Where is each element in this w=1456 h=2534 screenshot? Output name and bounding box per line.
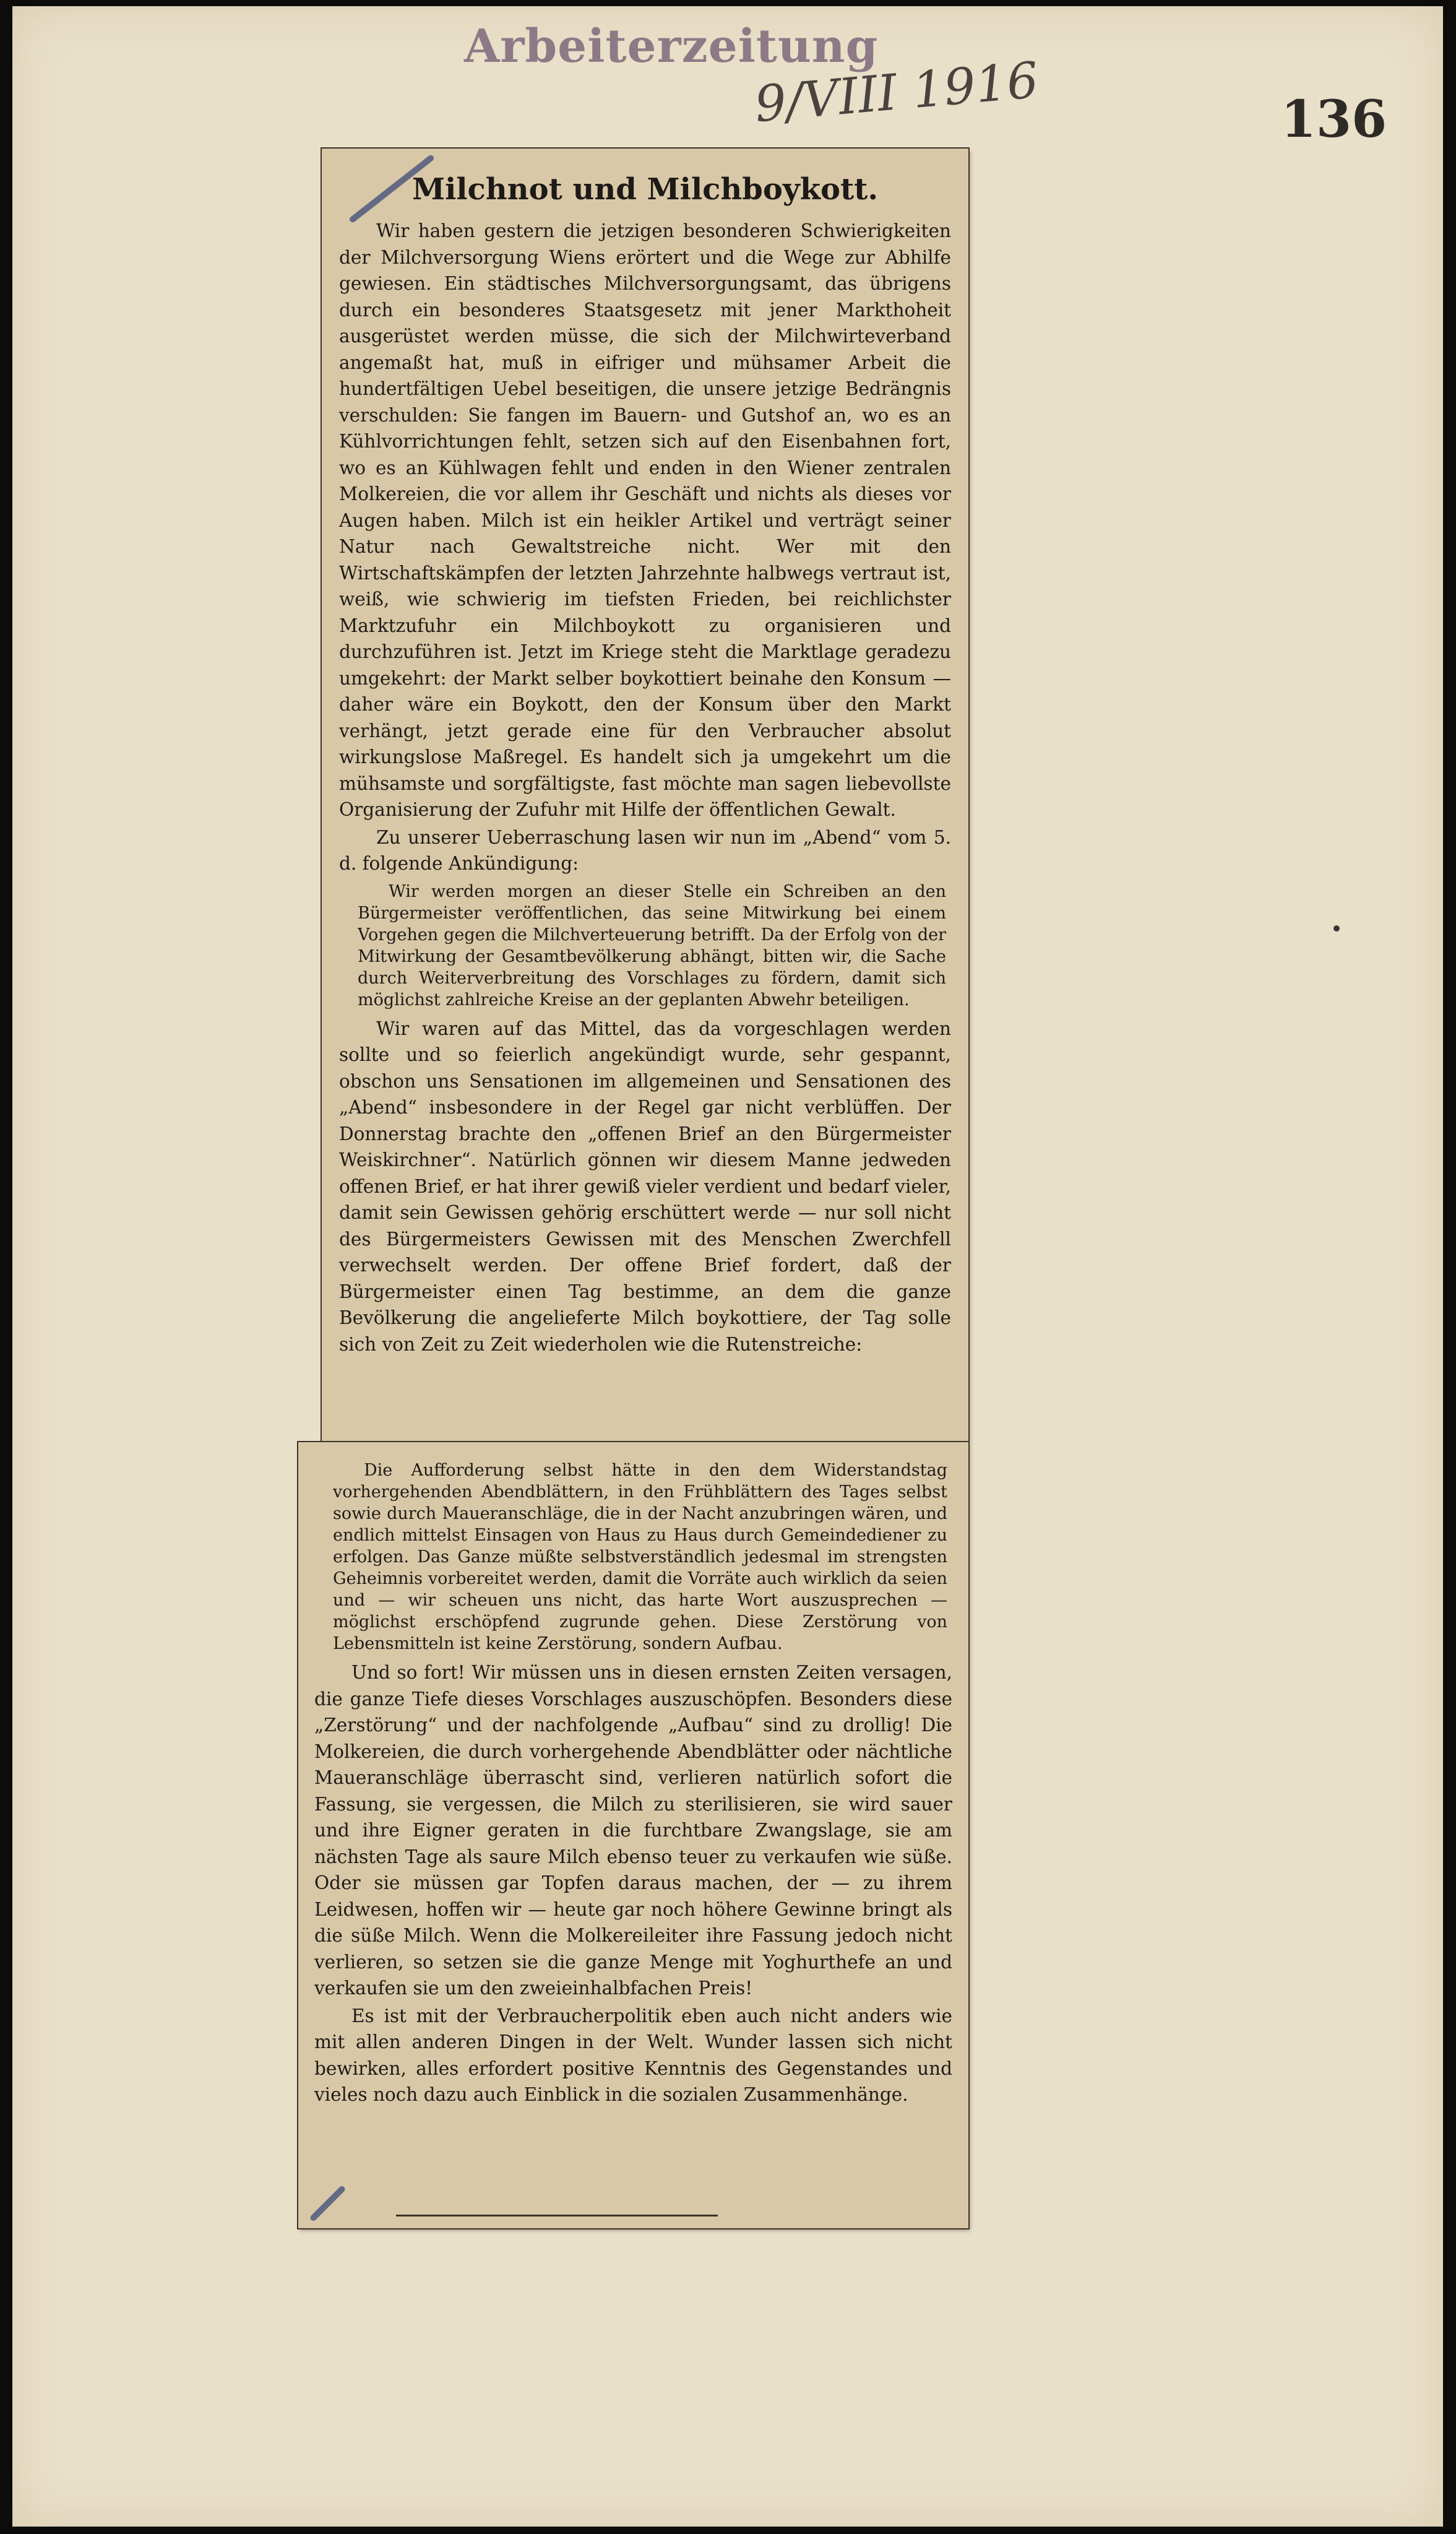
article-quote-2: Die Aufforderung selbst hätte in den dem Widerstandstag vorhergehenden Abendblättern, in den Frühblättern des Tages selbst sowie durch Maueranschläge, die in der Nacht anzubringen wären, und endlich mittelst Einsagen von Haus zu Haus durch Gemeindediener zu erfolgen. Das Ganze müßte selbstverständlich jedesmal im strengsten Geheimnis vorbereitet werden, damit die Vorräte auch wirklich da seien und — wir scheuen uns nicht, das harte Wort auszusprechen — möglichst erschöpfend zugrunde gehen. Diese Zerstörung von Lebensmitteln ist keine Zerstörung, sondern Aufbau. [333, 1461, 947, 1653]
article-headline: Milchnot und Milchboykott. [411, 172, 879, 207]
clipping-part-2 [298, 1442, 968, 2228]
article-paragraph-1: Wir haben gestern die jetzigen besonderen Schwierigkeiten der Milchversorgung Wiens erörtert und die Wege zur Abhilfe gewiesen. Ein städtisches Milchversorgungsamt, das übrigens durch ein besonderes Staatsgesetz mit jener Markthoheit ausgerüstet werden müsse, die sich der Milchwirteverband angemaßt hat, muß in eifriger und mühsamer Arbeit die hundertfältigen Uebel beseitigen, die unsere jetzige Bedrängnis verschulden: Sie fangen im Bauern- und Gutshof an, wo es an Kühlvorrichtungen fehlt, setzen sich auf den Eisenbahnen fort, wo es an Kühlwagen fehlt und enden in den Wiener zentralen Molkereien, die vor allem ihr Geschäft und nichts als dieses vor Augen haben. Milch ist ein heikler Artikel und verträgt seiner Natur nach Gewaltstreiche nicht. Wer mit den Wirtschaftskämpfen der letzten Jahrzehnte halbwegs vertraut ist, weiß, wie schwierig im tiefsten Frieden, bei reichlichster Marktzufuhr ein Milchboykott zu organisieren und durchzuführen ist. Jetzt im Kriege steht die Marktlage geradezu umgekehrt: der Markt selber boykottiert beinahe den Konsum — daher wäre ein Boykott, den der Konsum über den Markt verhängt, jetzt gerade eine für den Verbraucher absolut wirkungslose Maßregel. Es handelt sich ja umgekehrt um die mühsamste und sorgfältigste, fast möchte man sagen liebevollste Organisierung der Zufuhr mit Hilfe der öffentlichen Gewalt. [339, 220, 951, 820]
newspaper-stamp: Arbeiterzeitung [464, 20, 879, 73]
article-paragraph-4: Und so fort! Wir müssen uns in diesen ernsten Zeiten versagen, die ganze Tiefe dieses Vorschlages auszuschöpfen. Besonders diese „Zerstörung“ und der nachfolgende „Aufbau“ sind zu drollig! Die Molkereien, die durch vorhergehende Abendblätter oder nächtliche Maueranschläge überrascht sind, verlieren natürlich sofort die Fassung, sie vergessen, die Milch zu sterilisieren, sie wird sauer und ihre Eigner geraten in die furchtbare Zwangslage, sie am nächsten Tage als saure Milch ebenso teuer zu verkaufen wie süße. Oder sie müssen gar Topfen daraus machen, der — zu ihrem Leidwesen, hoffen wir — heute gar noch höhere Gewinne bringt als die süße Milch. Wenn die Molkereileiter ihre Fassung jedoch nicht verlieren, so setzen sie die ganze Menge mit Yoghurthefe an und verkaufen sie um den zweieinhalbfachen Preis! [314, 1662, 952, 1999]
handwritten-date: 9/VIII 1916 [752, 51, 1041, 134]
article-paragraph-3: Wir waren auf das Mittel, das da vorgeschlagen werden sollte und so feierlich angekündigt wurde, sehr gespannt, obschon uns Sensationen im allgemeinen und Sensationen des „Abend“ insbesondere in der Regel gar nicht verblüffen. Der Donnerstag brachte den „offenen Brief an den Bürgermeister Weiskirchner“. Natürlich gönnen wir diesem Manne jedweden offenen Brief, er hat ihrer gewiß vieler verdient und bedarf vieler, damit sein Gewissen gehörig erschüttert werde — nur soll nicht des Bürgermeisters Gewissen mit des Menschen Zwerchfell verwechselt werden. Der offene Brief fordert, daß der Bürgermeister einen Tag bestimme, an dem die ganze Bevölkerung die angelieferte Milch boykottiere, der Tag solle sich von Zeit zu Zeit wiederholen wie die Rutenstreiche: [339, 1018, 951, 1355]
article-paragraph-5: Es ist mit der Verbraucherpolitik eben auch nicht anders wie mit allen anderen Dingen in der Welt. Wunder lassen sich nicht bewirken, alles erfordert positive Kenntnis des Gegenstandes und vieles noch dazu auch Einblick in die sozialen Zusammenhänge. [314, 2005, 952, 2105]
article-paragraph-2: Zu unserer Ueberraschung lasen wir nun im „Abend“ vom 5. d. folgende Ankündigung: [339, 826, 951, 874]
clipping-part-1 [322, 149, 968, 1442]
page-number: 136 [1281, 90, 1387, 149]
paper-spot [1333, 925, 1340, 932]
article-quote-1: Wir werden morgen an dieser Stelle ein Schreiben an den Bürgermeister veröffentlichen, das seine Mitwirkung bei einem Vorgehen gegen die Milchverteuerung betrifft. Da der Erfolg von der Mitwirkung der Gesamtbevölkerung abhängt, bitten wir, die Sache durch Weiterverbreitung des Vorschlages zu fördern, damit sich möglichst zahlreiche Kreise an der geplanten Abwehr beteiligen. [358, 881, 946, 1010]
end-rule [396, 2215, 718, 2216]
